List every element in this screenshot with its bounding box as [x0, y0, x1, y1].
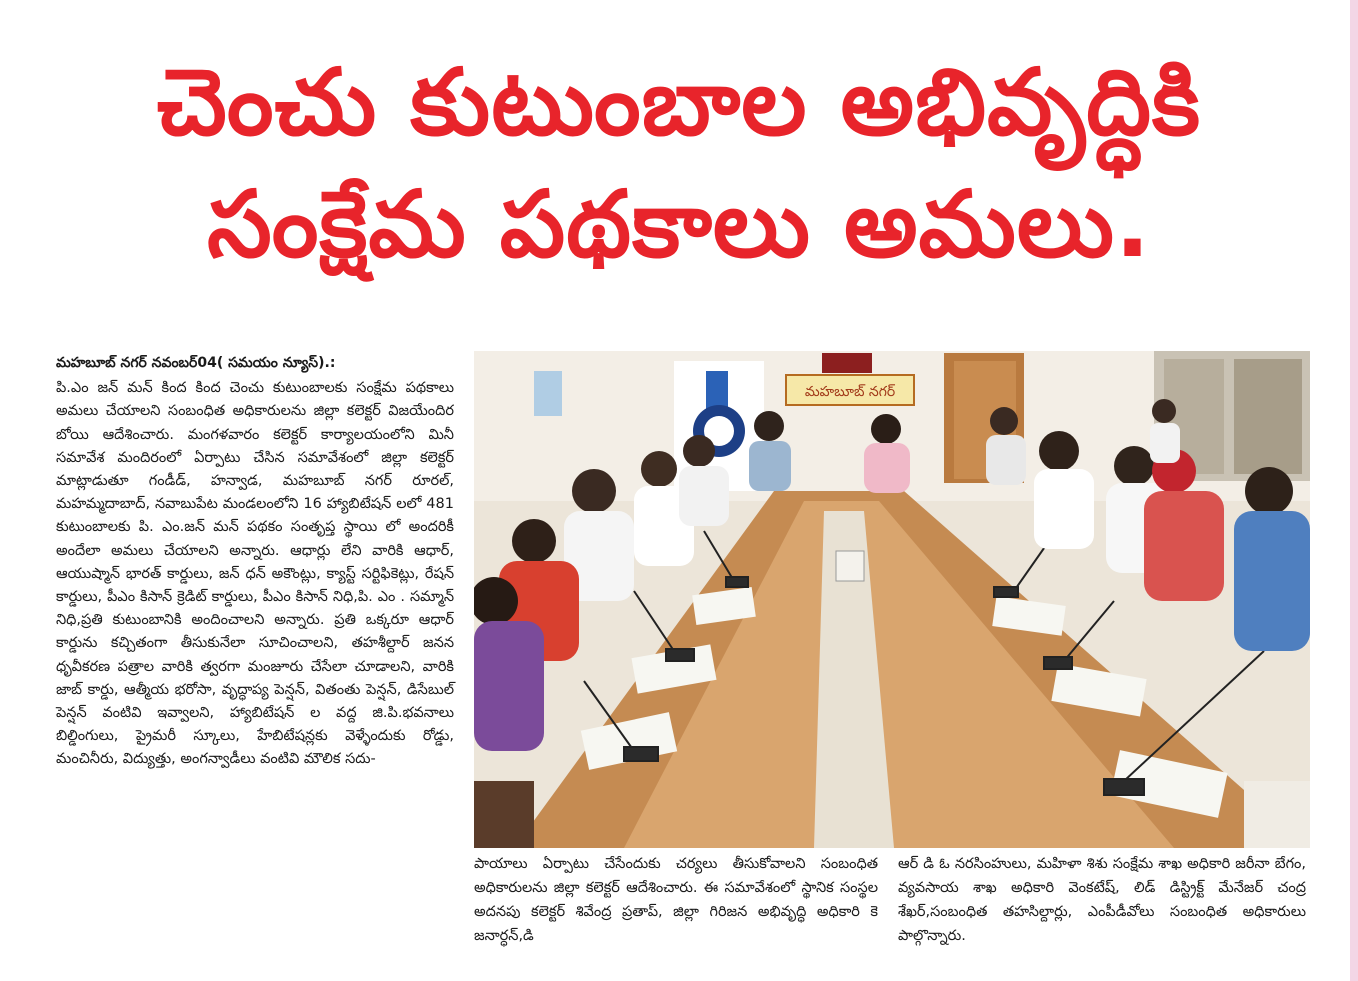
article-dateline: మహబూబ్ నగర్ నవంబర్04( సమయం న్యూస్).:: [56, 355, 336, 371]
article-body-left: పి.ఎం జన్ మన్ కింద కింద చెంచు కుటుంబాలకు సంక్షేమ పథకాలు అమలు చేయాలని సంబంధిత అధికారులను జిల్లా కలెక్టర్ విజయేందిర బోయి ఆదేశించారు. మంగళవారం కలెక్టర్ కార్యాలయంలోని మినీ సమావేశ మందిరంలో ఏర్పాటు చేసిన సమావేశంలో జిల్లా కలెక్టర్ మాట్లాడుతూ గండీడ్, హన్వాడ, మహబూబ్ నగర్ రూరల్, మహమ్మదాబాద్, నవాబుపేట మండలంలోని 16 హ్యాబిటేషన్ లలో 481 కుటుంబాలకు పి. ఎం.జన్ మన్ పథకం సంతృప్త స్థాయి లో అందరికీ అందేలా అమలు చేయాలని అన్నారు. ఆధార్లు లేని వారికి ఆధార్, ఆయుష్మాన్ భారత్ కార్డులు, జన్ ధన్ అకౌంట్లు, క్యాస్ట్ సర్టిఫికెట్లు, రేషన్ కార్డులు, పీఎం కిసాన్ క్రెడిట్ కార్డులు, పీఎం కిసాన్ నిధి,పి. ఎం . సమ్మాన్ నిధి,ప్రతి కుటుంబానికి అందించాలని అన్నారు. ప్రతి ఒక్కరూ ఆధార్ కార్డును కచ్చితంగా తీసుకునేలా సూచించాలని, తహశీల్దార్ జనన ధృవీకరణ పత్రాల వారికి త్వరగా మంజూరు చేసేలా చూడాలని, వారికి జాబ్ కార్డు, ఆత్మీయ భరోసా, వృద్ధాప్య పెన్షన్, వితంతు పెన్షన్, డిసేబుల్ పెన్షన్ వంటివి ఇవ్వాలని, హ్యాబిటేషన్ ల వద్ద జి.పి.భవనాలు బిల్డింగులు, ప్రైమరీ స్కూలు, హేబిటేషన్లకు వెళ్ళేందుకు రోడ్డు, మంచినీరు, విద్యుత్తు, అంగన్వాడీలు వంటివి మౌలిక సదు-: [56, 380, 454, 768]
headline-line-2: సంక్షేమ పథకాలు అమలు.: [207, 171, 1151, 278]
headline: [30, 42, 1328, 286]
headline-line-1: చెంచు కుటుంబాల అభివృద్ధికి: [156, 49, 1202, 156]
article-left-column: [56, 352, 454, 772]
article-body-right: ఆర్ డి ఓ నరసింహులు, మహిళా శిశు సంక్షేమ శాఖ అధికారి జరీనా బేగం, వ్యవసాయ శాఖ అధికారి వెంకటేష్, లిడ్ డిస్ట్రిక్ట్ మేనేజర్ చంద్ర శేఖర్,సంబంధిత తహసిల్దార్లు, ఎంపీడీవోలు సంబంధిత అధికారులు పాల్గొన్నారు.: [898, 856, 1306, 944]
page-edge-strip: [1350, 0, 1358, 981]
meeting-photo: [474, 351, 1310, 848]
meeting-photo-illustration: [474, 351, 1310, 848]
article-body-middle: పాయాలు ఏర్పాటు చేసేందుకు చర్యలు తీసుకోవాలని సంబంధిత అధికారులను జిల్లా కలెక్టర్ ఆదేశించారు. ఈ సమావేశంలో స్థానిక సంస్థల అదనపు కలెక్టర్ శివేంద్ర ప్రతాప్, జిల్లా గిరిజన అభివృద్ధి అధికారి కె జనార్ధన్,డి: [474, 856, 878, 944]
photo-sign-label: మహబూబ్ నగర్: [804, 384, 896, 400]
